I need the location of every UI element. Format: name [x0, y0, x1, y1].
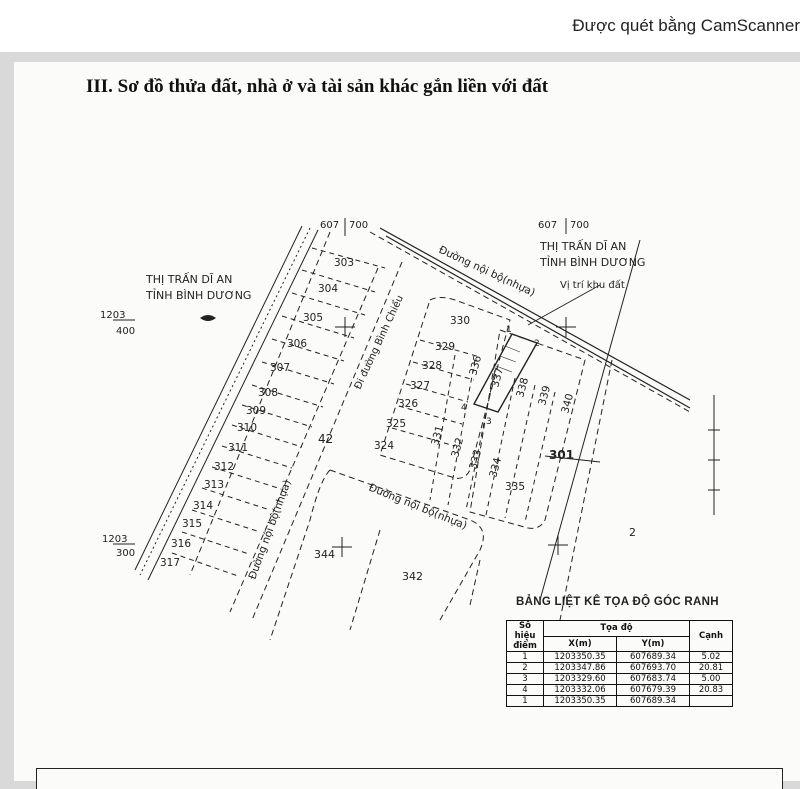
parcel-label: 312: [214, 461, 235, 473]
parcel-label: 337: [489, 366, 507, 389]
cell-y: 607689.34: [617, 652, 690, 663]
cell-y: 607679.39: [617, 685, 690, 696]
parcel-label: 334: [487, 456, 505, 479]
location-leader: [528, 285, 600, 325]
parcel-label: 305: [303, 312, 324, 324]
bottom-road-2: [350, 530, 380, 630]
col-coord-header: Tọa độ: [544, 621, 690, 637]
parcel-label: 328: [422, 360, 443, 372]
coord-top-left-x: 607: [320, 220, 340, 231]
table-row: [507, 652, 733, 663]
table-row: [507, 674, 733, 685]
cell-x: 1203329.60: [544, 674, 617, 685]
col-y-header: Y(m): [617, 636, 690, 652]
coord-top-right-x: 607: [538, 220, 558, 231]
cell-point: 2: [507, 663, 544, 674]
col-point-header: Số hiệu điểm: [507, 621, 544, 652]
parcel-label: 303: [334, 257, 355, 269]
parcel-label: 325: [386, 418, 407, 430]
cell-edge-empty: [690, 696, 733, 707]
parcel-label: 331: [429, 424, 447, 447]
table-row: [507, 663, 733, 674]
parcel-42-label: 42: [318, 432, 334, 446]
road-label-binh-chieu: Đi đường Bình Chiểu: [352, 293, 407, 392]
coord-table: [506, 620, 733, 707]
parcel-label: 327: [410, 380, 431, 392]
cell-x: 1203347.86: [544, 663, 617, 674]
parcel-label: 314: [193, 500, 214, 512]
parcel-344-label: 344: [314, 548, 335, 561]
parcel-label: 311: [228, 442, 249, 454]
table-row: [507, 685, 733, 696]
parcel-label: 333: [467, 448, 485, 471]
coord-top-left-y: 700: [349, 220, 369, 231]
cell-point: 3: [507, 674, 544, 685]
coord-left-upper-y: 400: [116, 326, 136, 337]
right-parcel-labels: [489, 366, 576, 414]
parcel-label: 340: [559, 392, 577, 415]
parcel-2-label: 2: [629, 526, 636, 539]
parcel-label: 310: [237, 422, 258, 434]
parcel-label: 309: [246, 405, 267, 417]
region-left-line2: TỈNH BÌNH DƯƠNG: [146, 289, 252, 302]
road-label-middle: Đường nội bộ(nhựa): [366, 481, 469, 533]
corner-point: 1: [506, 325, 512, 335]
parcel-label: 339: [536, 384, 554, 407]
cell-x: 1203350.35: [544, 652, 617, 663]
col-x-header: X(m): [544, 636, 617, 652]
cell-point: 1: [507, 696, 544, 707]
cell-edge: 20.81: [690, 663, 733, 674]
location-label: Vị trí khu đất: [560, 280, 625, 291]
parcel-301-label: 301: [549, 448, 575, 462]
next-section-box: [36, 768, 783, 789]
region-right-line2: TỈNH BÌNH DƯƠNG: [540, 256, 646, 269]
corner-point: 3: [486, 417, 492, 427]
cell-x: 1203332.06: [544, 685, 617, 696]
cell-y: 607683.74: [617, 674, 690, 685]
section-heading: III. Sơ đồ thửa đất, nhà ở và tài sản khác gắn liền với đất: [86, 76, 549, 97]
coord-left-lower-x: 1203: [102, 534, 128, 545]
cell-edge: 5.02: [690, 652, 733, 663]
bottom-road: [330, 470, 483, 620]
cell-edge: 20.83: [690, 685, 733, 696]
cell-y: 607693.70: [617, 663, 690, 674]
parcel-label: 329: [435, 341, 456, 353]
north-arrow-icon: [708, 395, 720, 515]
cell-point: 4: [507, 685, 544, 696]
table-row: [507, 696, 733, 707]
top-road-line-1: [380, 228, 690, 400]
parcel-label: 338: [514, 376, 532, 399]
parcel-label: 336: [467, 354, 485, 377]
corner-point: 2: [534, 339, 540, 349]
region-left-line1: THỊ TRẤN DĨ AN: [146, 273, 233, 286]
cell-point: 1: [507, 652, 544, 663]
parcel-342-label: 342: [402, 570, 423, 583]
col-edge-header: Cạnh: [690, 621, 733, 652]
right-boundary: [540, 240, 640, 600]
road-label-top: Đường nội bộ(nhựa): [436, 243, 537, 300]
parcel-label: 335: [505, 481, 526, 493]
parcel-label: 304: [318, 283, 339, 295]
parcel-label: 306: [287, 338, 308, 350]
road-label-left: Đường nội bộ(nhựa): [246, 478, 294, 582]
parcel-label: 332: [449, 436, 467, 459]
parcel-label: 317: [160, 557, 181, 569]
coord-top-right-y: 700: [570, 220, 590, 231]
coord-left-lower-y: 300: [116, 548, 136, 559]
cell-edge: 5.00: [690, 674, 733, 685]
parcel-label: 313: [204, 479, 225, 491]
parcel-label: 330: [450, 315, 471, 327]
coord-left-upper-x: 1203: [100, 310, 126, 321]
camscanner-watermark: Được quét bằng CamScanner: [572, 16, 800, 35]
ink-blot: [200, 315, 216, 321]
corner-point: 4: [461, 403, 467, 413]
parcel-label: 307: [270, 362, 291, 374]
left-parcel-labels: [160, 257, 354, 569]
parcel-label: 316: [171, 538, 192, 550]
bottom-road-3: [470, 560, 480, 605]
parcel-label: 315: [182, 518, 203, 530]
cell-y: 607689.34: [617, 696, 690, 707]
region-right-line1: THỊ TRẤN DĨ AN: [540, 240, 627, 253]
parcel-337-boundary: [474, 334, 537, 412]
parcel-label: 326: [398, 398, 419, 410]
coord-table-title: BẢNG LIỆT KÊ TỌA ĐỘ GÓC RANH: [516, 596, 719, 608]
cell-x: 1203350.35: [544, 696, 617, 707]
parcel-label: 324: [374, 440, 395, 452]
parcel-label: 308: [258, 387, 279, 399]
